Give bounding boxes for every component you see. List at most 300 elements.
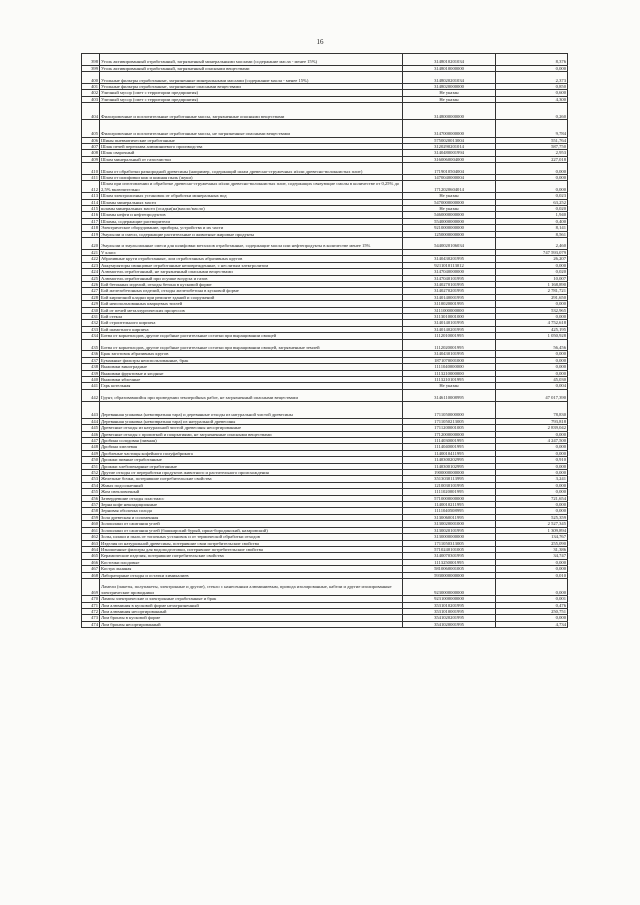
- waste-code: 3541020001995: [403, 621, 496, 627]
- waste-name: Гарь котельная: [100, 383, 403, 389]
- waste-code: 9230000000000: [403, 578, 496, 595]
- waste-quantity: 34,747: [496, 553, 568, 559]
- page-number: 16: [316, 38, 324, 46]
- waste-name: Лабораторные отходы и остатки химикалиев: [100, 572, 403, 578]
- table-row: [82, 54, 568, 66]
- row-number: 464: [82, 546, 100, 552]
- table-row: [82, 181, 568, 193]
- waste-quantity: 26,207: [496, 256, 568, 262]
- waste-name: Косточки плодовые: [100, 559, 403, 565]
- row-number: 412: [82, 181, 100, 193]
- waste-name: Дрожжи хлебопекарные отработанные: [100, 463, 403, 469]
- row-number: 448: [82, 444, 100, 450]
- row-number: 426: [82, 281, 100, 287]
- row-number: 414: [82, 199, 100, 205]
- row-number: 425: [82, 275, 100, 281]
- waste-quantity: 0,000: [496, 181, 568, 193]
- waste-quantity: 525,359: [496, 514, 568, 520]
- waste-quantity: 0,000: [496, 559, 568, 565]
- waste-name: Лом бронзы несортированный: [100, 621, 403, 627]
- row-number: 402: [82, 90, 100, 96]
- row-number: 403: [82, 96, 100, 102]
- waste-quantity: 0,000: [496, 463, 568, 469]
- row-number: 452: [82, 470, 100, 476]
- waste-name: Дрожжи пивные отработанные: [100, 457, 403, 463]
- waste-name: Грунт, образовавшийся при проведении землеройных работ, не загрязненный опасными веществами: [100, 389, 403, 401]
- waste-code: 1250000000000: [403, 231, 496, 237]
- row-number: 437: [82, 357, 100, 363]
- waste-code: 5710000000000: [403, 495, 496, 501]
- row-number: 410: [82, 163, 100, 175]
- row-number: 404: [82, 103, 100, 120]
- waste-code: 3111000000000: [403, 307, 496, 313]
- waste-quantity: 0,000: [496, 444, 568, 450]
- waste-name: Шлам от обработки разнородной древесины (например, содержащий шлам древесно-стружечных и/или древесно-волокнистых плит): [100, 163, 403, 175]
- waste-quantity: 4 752,618: [496, 320, 568, 326]
- row-number: 463: [82, 540, 100, 546]
- waste-code: 9210000000000: [403, 225, 496, 231]
- waste-name: Аккумуляторы свинцовые отработанные неповрежденные, с неслитым электролитом: [100, 262, 403, 268]
- waste-quantity: 0,850: [496, 84, 568, 90]
- row-number: 408: [82, 150, 100, 156]
- waste-code: 3140430201995: [403, 256, 496, 262]
- row-number: 447: [82, 438, 100, 444]
- table-row: [82, 238, 568, 250]
- table-row: [82, 120, 568, 137]
- waste-quantity: 8,561: [496, 231, 568, 237]
- row-number: 424: [82, 269, 100, 275]
- waste-quantity: 250,751: [496, 608, 568, 614]
- waste-quantity: 0,000: [496, 489, 568, 495]
- waste-quantity: 0,000: [496, 566, 568, 572]
- row-number: 432: [82, 320, 100, 326]
- waste-name: Бой стекла: [100, 313, 403, 319]
- row-number: 470: [82, 596, 100, 602]
- row-number: 430: [82, 307, 100, 313]
- waste-quantity: 2,953: [496, 150, 568, 156]
- waste-code: 3130060011995: [403, 514, 496, 520]
- waste-quantity: 227,018: [496, 156, 568, 162]
- waste-code: 3130020001000: [403, 521, 496, 527]
- waste-code: 3113010001000: [403, 313, 496, 319]
- row-number: 401: [82, 84, 100, 90]
- waste-code: 9211010113012: [403, 262, 496, 268]
- waste-quantity: 721,654: [496, 495, 568, 501]
- waste-quantity: 0,000: [496, 578, 568, 595]
- waste-code: 1112010001995: [403, 333, 496, 339]
- waste-name: Жмых подсолнечный: [100, 482, 403, 488]
- waste-quantity: 63,252: [496, 199, 568, 205]
- waste-name: шламы минеральных масел (осадки(на)масло/масло): [100, 206, 403, 212]
- table-row: [82, 578, 568, 595]
- row-number: 422: [82, 256, 100, 262]
- row-number: 465: [82, 553, 100, 559]
- waste-code: 1114040001995: [403, 444, 496, 450]
- waste-name: Лом алюминия несортированный: [100, 608, 403, 614]
- waste-code: 3148020201034: [403, 72, 496, 84]
- row-number: 406: [82, 137, 100, 143]
- row-number: 415: [82, 206, 100, 212]
- row-number: 460: [82, 521, 100, 527]
- row-number: 474: [82, 621, 100, 627]
- row-number: 436: [82, 351, 100, 357]
- waste-code: 3140480001994: [403, 150, 496, 156]
- row-number: 416: [82, 212, 100, 218]
- waste-code: 1111040000000: [403, 364, 496, 370]
- waste-code: 3531010201995: [403, 602, 496, 608]
- waste-name: Деревянная упаковка (невозвратная тара) из натуральной древесины: [100, 418, 403, 424]
- waste-code: 1113250001995: [403, 559, 496, 565]
- waste-quantity: 0,020: [496, 269, 568, 275]
- waste-quantity: 9,784: [496, 120, 568, 137]
- waste-name: Бой от печей металлургических процессов: [100, 307, 403, 313]
- waste-name: Дробина хмелевая: [100, 444, 403, 450]
- waste-quantity: 587,750: [496, 144, 568, 150]
- waste-name: Уличный мусор (смет с территории предприятия): [100, 96, 403, 102]
- waste-name: Лампы электрические и электронные отработанные и брак: [100, 596, 403, 602]
- waste-name: Абразивные круги отработанные, лом отработанных абразивных кругов: [100, 256, 403, 262]
- waste-name: Лом бронзы в кусковой форме: [100, 615, 403, 621]
- waste-quantity: 0,023: [496, 193, 568, 199]
- waste-name: Алюмогель отработанный, не загрязненный опасными веществами: [100, 269, 403, 275]
- waste-code: 3110020001995: [403, 301, 496, 307]
- waste-name: Бой строительного кирпича: [100, 320, 403, 326]
- row-number: 435: [82, 339, 100, 351]
- waste-code: 1712000000000: [403, 431, 496, 437]
- waste-code: 3146110008995: [403, 389, 496, 401]
- waste-quantity: 425,195: [496, 326, 568, 332]
- waste-code: 3148000000000: [403, 103, 496, 120]
- waste-code: 1900000000000: [403, 470, 496, 476]
- waste-quantity: 0,600: [496, 90, 568, 96]
- waste-name: Затвердевшие отходы пластмасс: [100, 495, 403, 501]
- waste-quantity: 0,000: [496, 450, 568, 456]
- row-number: 400: [82, 72, 100, 84]
- waste-quantity: 2,373: [496, 72, 568, 84]
- waste-name: Жом свекловичный: [100, 489, 403, 495]
- row-number: 453: [82, 476, 100, 482]
- waste-name: Электрическое оборудование, приборы, устройства и их части: [100, 225, 403, 231]
- waste-code: 1140300202995: [403, 457, 496, 463]
- waste-code: 5810060001005: [403, 566, 496, 572]
- row-number: 444: [82, 418, 100, 424]
- row-number: 434: [82, 333, 100, 339]
- waste-quantity: 31,386: [496, 546, 568, 552]
- waste-name: Древесные отходы из натуральной чистой древесины несортированные: [100, 425, 403, 431]
- row-number: 411: [82, 175, 100, 181]
- waste-code: 3147040000000: [403, 269, 496, 275]
- row-number: 466: [82, 559, 100, 565]
- waste-quantity: 1 050,928: [496, 333, 568, 339]
- row-number: 398: [82, 54, 100, 66]
- waste-quantity: 0,000: [496, 470, 568, 476]
- waste-code: 3140070301995: [403, 553, 496, 559]
- row-number: 399: [82, 65, 100, 71]
- waste-quantity: 56,456: [496, 339, 568, 351]
- waste-name: Алюмогель отработанный при осушке воздуха и газов: [100, 275, 403, 281]
- waste-quantity: 2 839,042: [496, 425, 568, 431]
- waste-quantity: 291,650: [496, 294, 568, 300]
- waste-quantity: 0,000: [496, 301, 568, 307]
- row-number: 418: [82, 225, 100, 231]
- waste-code: 1140010211995: [403, 502, 496, 508]
- waste-name: Уголь активированный отработанный, загрязненный опасными веществами: [100, 65, 403, 71]
- waste-code: 1711050213005: [403, 418, 496, 424]
- row-number: 413: [82, 193, 100, 199]
- row-number: 439: [82, 370, 100, 376]
- waste-name: Бумажные фильтры неиспользованные, брак: [100, 357, 403, 363]
- waste-name: Шламы минеральных масел: [100, 199, 403, 205]
- waste-name: Зола древесная и соломенная: [100, 514, 403, 520]
- waste-name: Бой железобетонных изделий, отходы железобетона в кусковой форме: [100, 288, 403, 294]
- waste-name: Бой бетонных изделий, отходы бетона в кусковой форме: [100, 281, 403, 287]
- waste-name: Шлам при изготовлении и обработке древесно-стружечных и/или древесно-волокнистых плит, содержащих связующие смолы в количестве от 0,25% до 2,5% включительно: [100, 181, 403, 193]
- row-number: 429: [82, 301, 100, 307]
- waste-name: Дробленые частицы кофейного полуфабриката: [100, 450, 403, 456]
- waste-code: 5470000000000: [403, 199, 496, 205]
- waste-name: Уголь активированный отработанный, загрязненный минеральными маслами (содержание масла - менее 15%): [100, 54, 403, 66]
- row-number: 407: [82, 144, 100, 150]
- waste-name: Выжимки виноградные: [100, 364, 403, 370]
- row-number: 423: [82, 262, 100, 268]
- waste-code: 1140300102995: [403, 463, 496, 469]
- waste-quantity: 4 247,500: [496, 438, 568, 444]
- waste-quantity: 45,030: [496, 376, 568, 382]
- waste-quantity: 255,090: [496, 540, 568, 546]
- waste-name: Шлам от шлифовки кож и кожная пыль (жуки): [100, 175, 403, 181]
- waste-code: 1711050000000: [403, 401, 496, 418]
- waste-quantity: 0,000: [496, 482, 568, 488]
- row-number: 458: [82, 508, 100, 514]
- waste-quantity: 2,460: [496, 238, 568, 250]
- row-number: 473: [82, 615, 100, 621]
- waste-quantity: 0,000: [496, 313, 568, 319]
- waste-quantity: 0,000: [496, 502, 568, 508]
- waste-name: Ботва от корнеплодов, другие подобные растительные остатки при выращивании овощей: [100, 333, 403, 339]
- waste-name: Шламы нефти и нефтепродуктов: [100, 212, 403, 218]
- waste-name: Золы, шлаки и пыль от топочных установок и от термической обработки отходов: [100, 534, 403, 540]
- waste-code: 1113210000000: [403, 370, 496, 376]
- waste-quantity: 78,830: [496, 401, 568, 418]
- row-number: 409: [82, 156, 100, 162]
- row-number: 461: [82, 527, 100, 533]
- waste-code: 3531010001995: [403, 608, 496, 614]
- waste-name: Шлам минеральный от газоочистки: [100, 156, 403, 162]
- waste-quantity: 747 593,079: [496, 249, 568, 255]
- waste-code: 1114030001995: [403, 438, 496, 444]
- waste-code: 1711200001005: [403, 425, 496, 431]
- waste-name: Дробина солодовая (пивная): [100, 438, 403, 444]
- waste-code: 5460000000000: [403, 212, 496, 218]
- waste-quantity: 134,767: [496, 534, 568, 540]
- waste-quantity: 4,300: [496, 96, 568, 102]
- waste-code: 5930000000000: [403, 572, 496, 578]
- waste-code: Не указан: [403, 193, 496, 199]
- waste-code: 3140140201995: [403, 326, 496, 332]
- waste-code: 1719010504004: [403, 163, 496, 175]
- waste-name: Ламели (пакеты, полупакеты, электронные и другие), стекло с нанесенным алюминиевым, провода изолированные, кабели и другие изолированные электрические проводники: [100, 578, 403, 595]
- waste-name: Эмульсии и эмульсионные смеси для шлифовки металлов отработанные, содержащие масла или нефтепродукты в количестве менее 15%: [100, 238, 403, 250]
- waste-code: 1140010411995: [403, 450, 496, 456]
- waste-name: Фильтровочные и поглотительные отработанные массы, не загрязненные опасными веществами: [100, 120, 403, 137]
- row-number: 446: [82, 431, 100, 437]
- waste-name: Брак заготовок абразивных кругов: [100, 351, 403, 357]
- waste-quantity: 3,241: [496, 476, 568, 482]
- row-number: 454: [82, 482, 100, 488]
- row-number: 442: [82, 389, 100, 401]
- row-number: 431: [82, 313, 100, 319]
- row-number: 471: [82, 602, 100, 608]
- row-number: 455: [82, 489, 100, 495]
- row-number: 405: [82, 120, 100, 137]
- waste-code: 3148020000000: [403, 84, 496, 90]
- waste-quantity: 0,000: [496, 431, 568, 437]
- waste-code: 9231000000000: [403, 596, 496, 602]
- waste-code: 5710240101005: [403, 546, 496, 552]
- row-number: 462: [82, 534, 100, 540]
- row-number: 421: [82, 249, 100, 255]
- waste-quantity: 0,000: [496, 364, 568, 370]
- row-number: 443: [82, 401, 100, 418]
- waste-name: Бой кирпичной кладки при ремонте зданий и сооружений: [100, 294, 403, 300]
- waste-quantity: 47 017,390: [496, 389, 568, 401]
- row-number: 420: [82, 238, 100, 250]
- waste-name: Лом алюминия в кусковой форме незагрязненный: [100, 602, 403, 608]
- waste-name: Эмульсии и смеси, содержащие растительные и животные жировые продукты: [100, 231, 403, 237]
- row-number: 468: [82, 572, 100, 578]
- waste-register-table: [81, 53, 568, 628]
- waste-name: Древесные отходы с пропиткой и покрытиями, не загрязненные опасными веществами: [100, 431, 403, 437]
- waste-code: 5750020013004: [403, 137, 496, 143]
- row-number: 427: [82, 288, 100, 294]
- waste-code: 1111040508995: [403, 508, 496, 514]
- waste-quantity: 0,000: [496, 175, 568, 181]
- waste-quantity: 0,000: [496, 262, 568, 268]
- waste-name: Ботва от корнеплодов, другие подобные растительные остатки при выращивании овощей, загрязненные землей: [100, 339, 403, 351]
- row-number: 419: [82, 231, 100, 237]
- waste-name: Железные бочки, потерявшие потребительские свойства: [100, 476, 403, 482]
- waste-quantity: 0,260: [496, 103, 568, 120]
- waste-code: 3130000000000: [403, 534, 496, 540]
- waste-quantity: 0,010: [496, 572, 568, 578]
- waste-quantity: 0,000: [496, 615, 568, 621]
- waste-quantity: 793,818: [496, 418, 568, 424]
- waste-code: Не указан: [403, 206, 496, 212]
- row-number: 441: [82, 383, 100, 389]
- waste-code: 1112020001995: [403, 339, 496, 351]
- waste-code: 3160060004000: [403, 156, 496, 162]
- waste-quantity: 0,001: [496, 596, 568, 602]
- waste-name: Золошлаки от сжигания углей (башкирский бурый, ирша-бородинский, назаровский): [100, 527, 403, 533]
- row-number: 457: [82, 502, 100, 508]
- waste-code: 3140140001995: [403, 294, 496, 300]
- waste-code: 3148010201034: [403, 54, 496, 66]
- row-number: 449: [82, 450, 100, 456]
- row-number: 456: [82, 495, 100, 501]
- row-number: 417: [82, 218, 100, 224]
- waste-name: Бой неиспользованных кварцевых тиглей: [100, 301, 403, 307]
- waste-name: Зерна кофе некондиционные: [100, 502, 403, 508]
- waste-name: Шлак сварочный: [100, 150, 403, 156]
- waste-code: 3140270101995: [403, 281, 496, 287]
- waste-code: 1871070001000: [403, 357, 496, 363]
- waste-quantity: 0,000: [496, 508, 568, 514]
- waste-code: 3140140101995: [403, 320, 496, 326]
- waste-quantity: 0,004: [496, 383, 568, 389]
- waste-quantity: 0,000: [496, 370, 568, 376]
- waste-name: Шины пневматические отработанные: [100, 137, 403, 143]
- table-row: [82, 389, 568, 401]
- table-row: [82, 339, 568, 351]
- waste-name: Шлам электролизных установок от обработки минеральных вод: [100, 193, 403, 199]
- waste-code: Не указан: [403, 90, 496, 96]
- table-row: [82, 163, 568, 175]
- waste-code: 1113210101995: [403, 376, 496, 382]
- waste-quantity: 0,910: [496, 457, 568, 463]
- row-number: 438: [82, 364, 100, 370]
- waste-code: 3120290201014: [403, 144, 496, 150]
- waste-code: 3140270201995: [403, 288, 496, 294]
- row-number: 433: [82, 326, 100, 332]
- row-number: 428: [82, 294, 100, 300]
- waste-code: Не указан: [403, 96, 496, 102]
- waste-name: Уличный мусор (смет с территории предприятия): [100, 90, 403, 96]
- waste-quantity: 0,476: [496, 602, 568, 608]
- waste-code: 3148010000000: [403, 65, 496, 71]
- waste-name: Шлак печей переплава алюминиевого производства: [100, 144, 403, 150]
- waste-code: 1712020604014: [403, 181, 496, 193]
- waste-code: 3147000000000: [403, 120, 496, 137]
- table-row: [82, 103, 568, 120]
- waste-name: Керамические изделия, потерявшие потребительские свойства: [100, 553, 403, 559]
- table-row: [82, 72, 568, 84]
- waste-name: Деревянная упаковка (невозвратная тара) и деревянные отходы из натуральной чистой древесины: [100, 401, 403, 418]
- row-number: 467: [82, 566, 100, 572]
- waste-code: 1470040000004: [403, 175, 496, 181]
- waste-quantity: 0,000: [496, 357, 568, 363]
- waste-name: Золошлаки от сжигания углей: [100, 521, 403, 527]
- row-number: 440: [82, 376, 100, 382]
- waste-quantity: 2 781,721: [496, 288, 568, 294]
- waste-code: 3140430101995: [403, 351, 496, 357]
- waste-name: Изделия из натуральной древесины, потерявшие свои потребительские свойства: [100, 540, 403, 546]
- waste-name: Фильтровочные и поглотительные отработанные массы, загрязненные опасными веществами: [100, 103, 403, 120]
- waste-code: 1210030101995: [403, 482, 496, 488]
- waste-name: Выжимки яблочные: [100, 376, 403, 382]
- waste-quantity: 10,007: [496, 275, 568, 281]
- waste-quantity: 4,734: [496, 621, 568, 627]
- row-number: 450: [82, 457, 100, 463]
- waste-quantity: 0,000: [496, 163, 568, 175]
- waste-name: Шламы, содержащие растворители: [100, 218, 403, 224]
- waste-name: Изношенные фильтры для водоподготовки, потерявшие потребительские свойства: [100, 546, 403, 552]
- waste-name: Бой шамотного кирпича: [100, 326, 403, 332]
- row-number: 472: [82, 608, 100, 614]
- waste-code: 3147040101995: [403, 275, 496, 281]
- waste-code: Не указан: [403, 383, 496, 389]
- row-number: 459: [82, 514, 100, 520]
- row-number: 445: [82, 425, 100, 431]
- waste-name: Выжимки фруктовые и ягодные: [100, 370, 403, 376]
- row-number: 469: [82, 578, 100, 595]
- waste-quantity: 551,764: [496, 137, 568, 143]
- waste-quantity: 0,000: [496, 351, 568, 357]
- waste-name: Другие отходы от переработки продуктов животного и растительного происхождения: [100, 470, 403, 476]
- waste-name: Угольные фильтры отработанные, загрязненные опасными веществами: [100, 84, 403, 90]
- waste-name: V класс: [100, 249, 403, 255]
- waste-quantity: 8,141: [496, 225, 568, 231]
- table-row: [82, 401, 568, 418]
